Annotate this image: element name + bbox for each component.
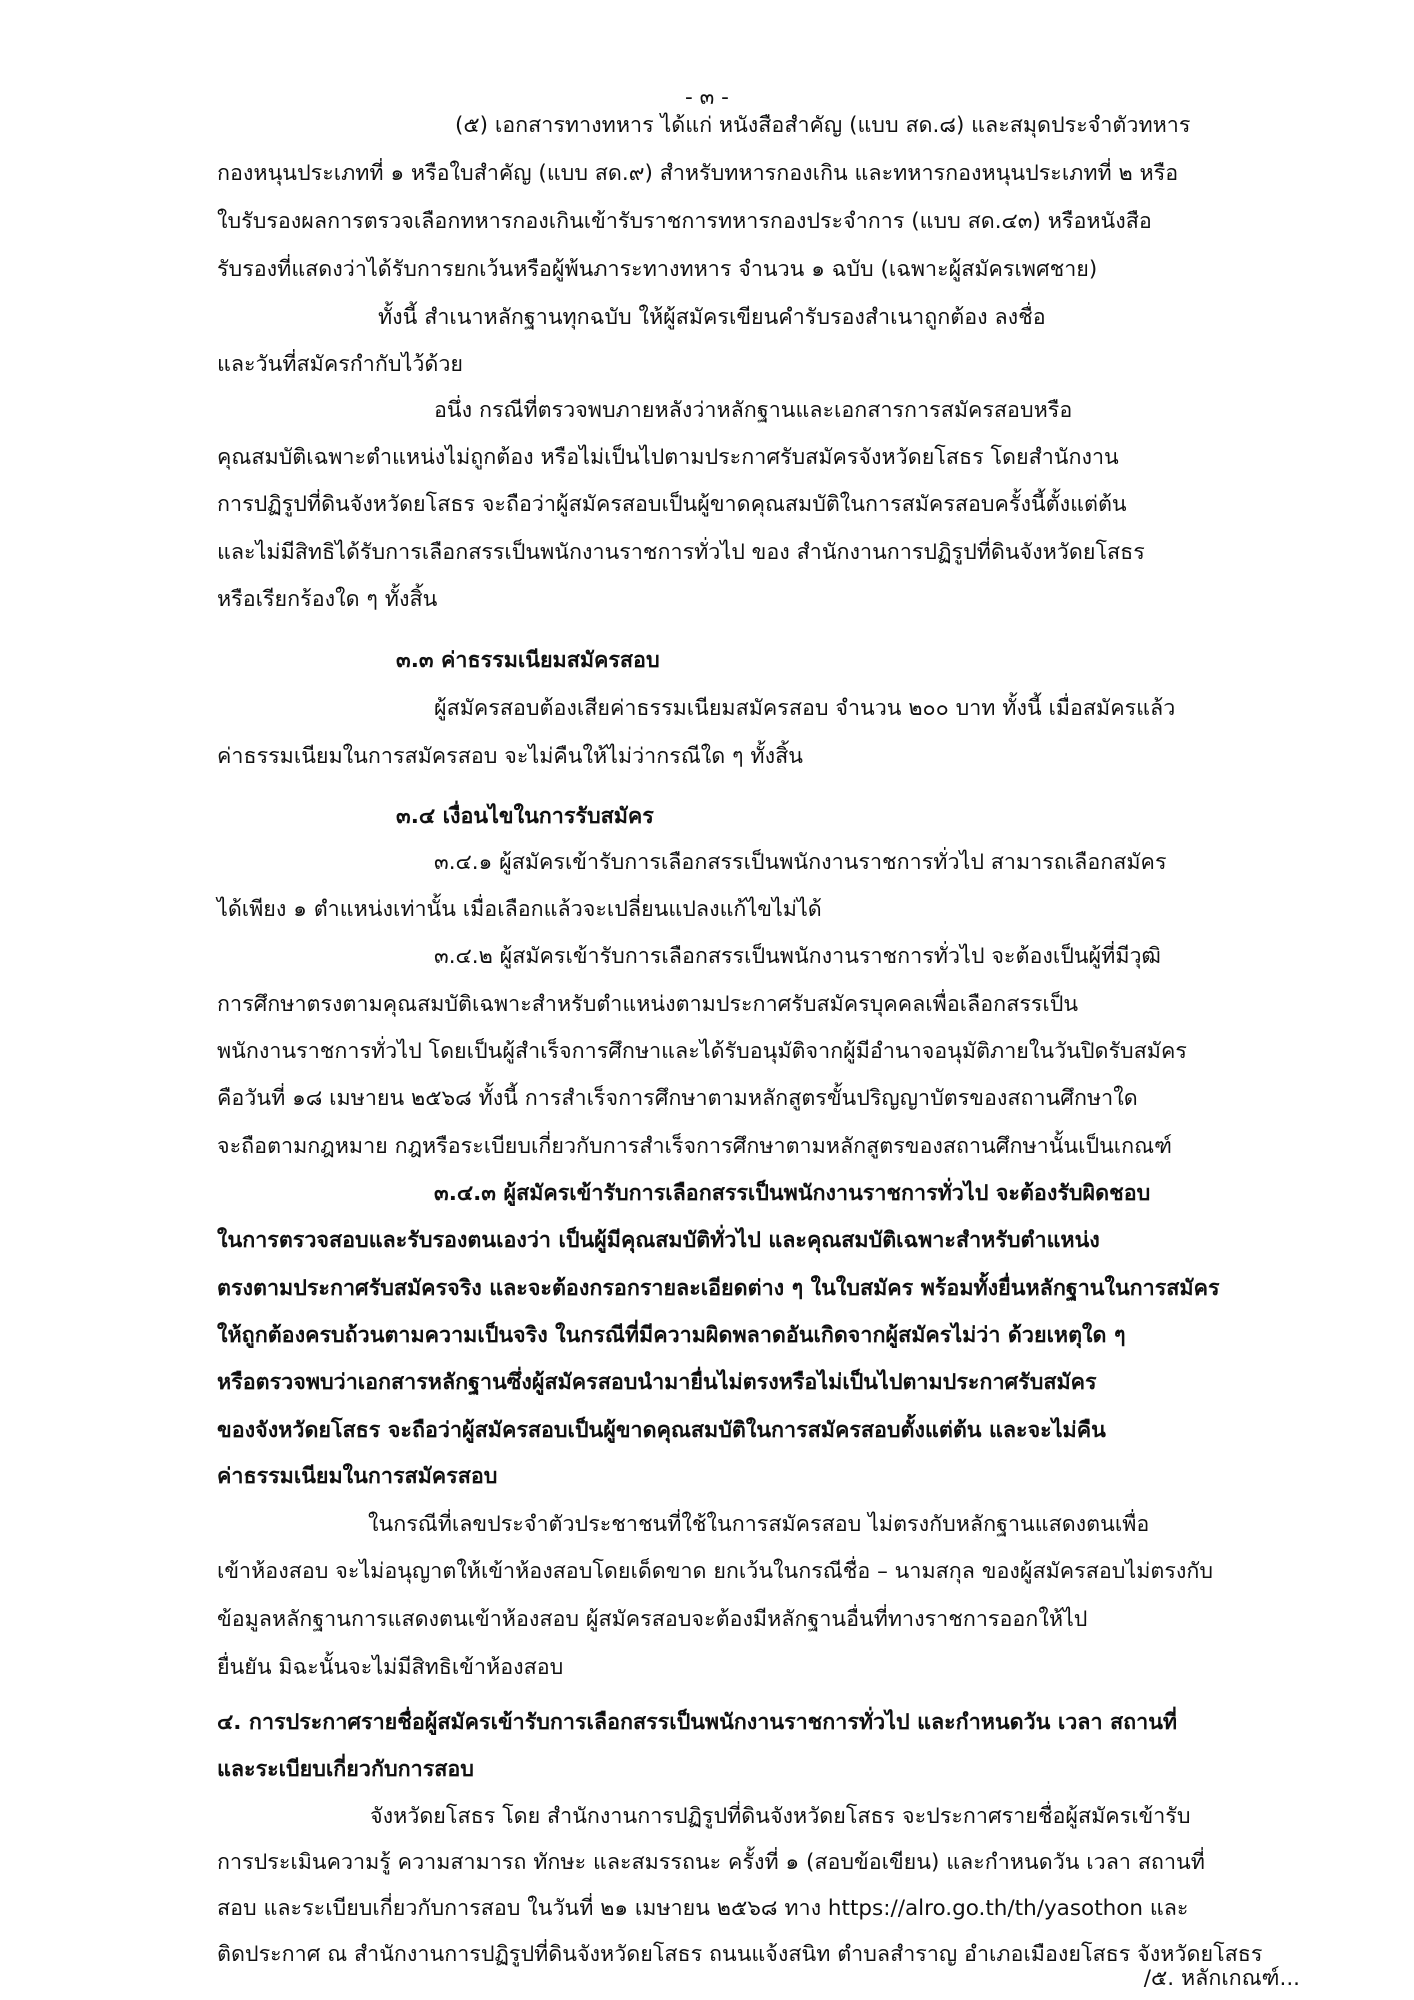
text-line: ค่าธรรมเนียมในการสมัครสอบ จะไม่คืนให้ไม่ว่ากรณีใด ๆ ทั้งสิ้น [217, 744, 803, 769]
text-line: และวันที่สมัครกำกับไว้ด้วย [217, 352, 464, 377]
text-line: คุณสมบัติเฉพาะตำแหน่งไม่ถูกต้อง หรือไม่เป็นไปตามประกาศรับสมัครจังหวัดยโสธร โดยสำนักงาน [217, 445, 1119, 470]
text-line: อนึ่ง กรณีที่ตรวจพบภายหลังว่าหลักฐานและเอกสารการสมัครสอบหรือ [434, 398, 1073, 423]
text-line: ข้อมูลหลักฐานการแสดงตนเข้าห้องสอบ ผู้สมัครสอบจะต้องมีหลักฐานอื่นที่ทางราชการออกให้ไป [217, 1607, 1088, 1632]
text-line: หรือตรวจพบว่าเอกสารหลักฐานซึ่งผู้สมัครสอบนำมายื่นไม่ตรงหรือไม่เป็นไปตามประกาศรับสมัคร [217, 1370, 1097, 1395]
text-line: ของจังหวัดยโสธร จะถือว่าผู้สมัครสอบเป็นผู้ขาดคุณสมบัติในการสมัครสอบตั้งแต่ต้น และจะไม่คืน [217, 1418, 1106, 1443]
section-heading: ๔. การประกาศรายชื่อผู้สมัครเข้ารับการเลือกสรรเป็นพนักงานราชการทั่วไป และกำหนดวัน เวลา สถานที่ [217, 1710, 1178, 1735]
text-line: กองหนุนประเภทที่ ๑ หรือใบสำคัญ (แบบ สด.๙) สำหรับทหารกองเกิน และทหารกองหนุนประเภทที่ ๒ หรือ [217, 161, 1179, 186]
text-line: รับรองที่แสดงว่าได้รับการยกเว้นหรือผู้พ้นภาระทางทหาร จำนวน ๑ ฉบับ (เฉพาะผู้สมัครเพศชาย) [217, 257, 1098, 282]
text-line: การปฏิรูปที่ดินจังหวัดยโสธร จะถือว่าผู้สมัครสอบเป็นผู้ขาดคุณสมบัติในการสมัครสอบครั้งนี้ตั้งแต่ต้น [217, 492, 1127, 517]
text-line: หรือเรียกร้องใด ๆ ทั้งสิ้น [217, 587, 438, 612]
text-line: ในกรณีที่เลขประจำตัวประชาชนที่ใช้ในการสมัครสอบ ไม่ตรงกับหลักฐานแสดงตนเพื่อ [368, 1512, 1150, 1537]
section-heading: ๓.๓ ค่าธรรมเนียมสมัครสอบ [396, 648, 660, 673]
text-line: ๓.๔.๓ ผู้สมัครเข้ารับการเลือกสรรเป็นพนักงานราชการทั่วไป จะต้องรับผิดชอบ [434, 1181, 1151, 1206]
text-line: ผู้สมัครสอบต้องเสียค่าธรรมเนียมสมัครสอบ จำนวน ๒๐๐ บาท ทั้งนี้ เมื่อสมัครแล้ว [434, 696, 1176, 721]
text-line: ตรงตามประกาศรับสมัครจริง และจะต้องกรอกรายละเอียดต่าง ๆ ในใบสมัคร พร้อมทั้งยื่นหลักฐานในการสมัคร [217, 1276, 1220, 1301]
text-line: สอบ และระเบียบเกี่ยวกับการสอบ ในวันที่ ๒๑ เมษายน ๒๕๖๘ ทาง https://alro.go.th/th/yasothon และ [217, 1896, 1189, 1921]
text-line: (๕) เอกสารทางทหาร ได้แก่ หนังสือสำคัญ (แบบ สด.๘) และสมุดประจำตัวทหาร [455, 113, 1191, 138]
section-heading: และระเบียบเกี่ยวกับการสอบ [217, 1757, 474, 1782]
text-line: จังหวัดยโสธร โดย สำนักงานการปฏิรูปที่ดินจังหวัดยโสธร จะประกาศรายชื่อผู้สมัครเข้ารับ [370, 1804, 1191, 1829]
text-line: ในการตรวจสอบและรับรองตนเองว่า เป็นผู้มีคุณสมบัติทั่วไป และคุณสมบัติเฉพาะสำหรับตำแหน่ง [217, 1228, 1100, 1253]
section-heading: ๓.๔ เงื่อนไขในการรับสมัคร [396, 804, 654, 829]
text-line: ทั้งนี้ สำเนาหลักฐานทุกฉบับ ให้ผู้สมัครเขียนคำรับรองสำเนาถูกต้อง ลงชื่อ [378, 305, 1046, 330]
page-number: - ๓ - [685, 85, 729, 110]
text-line: ให้ถูกต้องครบถ้วนตามความเป็นจริง ในกรณีที่มีความผิดพลาดอันเกิดจากผู้สมัครไม่ว่า ด้วยเหตุใด ๆ [217, 1323, 1126, 1348]
text-line: และไม่มีสิทธิได้รับการเลือกสรรเป็นพนักงานราชการทั่วไป ของ สำนักงานการปฏิรูปที่ดินจังหวัดยโสธร [217, 540, 1145, 565]
text-line: พนักงานราชการทั่วไป โดยเป็นผู้สำเร็จการศึกษาและได้รับอนุมัติจากผู้มีอำนาจอนุมัติภายในวันปิดรับสมัคร [217, 1039, 1187, 1064]
text-line: ๓.๔.๑ ผู้สมัครเข้ารับการเลือกสรรเป็นพนักงานราชการทั่วไป สามารถเลือกสมัคร [434, 850, 1167, 875]
text-line: คือวันที่ ๑๘ เมษายน ๒๕๖๘ ทั้งนี้ การสำเร็จการศึกษาตามหลักสูตรขั้นปริญญาบัตรของสถานศึกษาใด [217, 1086, 1138, 1111]
text-line: จะถือตามกฎหมาย กฎหรือระเบียบเกี่ยวกับการสำเร็จการศึกษาตามหลักสูตรของสถานศึกษานั้นเป็นเกณฑ์ [217, 1134, 1172, 1159]
text-line: ค่าธรรมเนียมในการสมัครสอบ [217, 1464, 498, 1489]
text-line: ติดประกาศ ณ สำนักงานการปฏิรูปที่ดินจังหวัดยโสธร ถนนแจ้งสนิท ตำบลสำราญ อำเภอเมืองยโสธร จังหวัดยโสธร [217, 1942, 1263, 1967]
text-line: การประเมินความรู้ ความสามารถ ทักษะ และสมรรถนะ ครั้งที่ ๑ (สอบข้อเขียน) และกำหนดวัน เวลา สถานที่ [217, 1850, 1205, 1875]
text-line: ๓.๔.๒ ผู้สมัครเข้ารับการเลือกสรรเป็นพนักงานราชการทั่วไป จะต้องเป็นผู้ที่มีวุฒิ [434, 944, 1161, 969]
page-continuation: /๕. หลักเกณฑ์... [1143, 1966, 1300, 1991]
text-line: ยื่นยัน มิฉะนั้นจะไม่มีสิทธิเข้าห้องสอบ [217, 1655, 564, 1680]
text-line: เข้าห้องสอบ จะไม่อนุญาตให้เข้าห้องสอบโดยเด็ดขาด ยกเว้นในกรณีชื่อ – นามสกุล ของผู้สมัครสอบไม่ตรงกับ [217, 1559, 1214, 1584]
text-line: ใบรับรองผลการตรวจเลือกทหารกองเกินเข้ารับราชการทหารกองประจำการ (แบบ สด.๔๓) หรือหนังสือ [217, 209, 1152, 234]
text-line: ได้เพียง ๑ ตำแหน่งเท่านั้น เมื่อเลือกแล้วจะเปลี่ยนแปลงแก้ไขไม่ได้ [217, 897, 822, 922]
text-line: การศึกษาตรงตามคุณสมบัติเฉพาะสำหรับตำแหน่งตามประกาศรับสมัครบุคคลเพื่อเลือกสรรเป็น [217, 992, 1079, 1017]
